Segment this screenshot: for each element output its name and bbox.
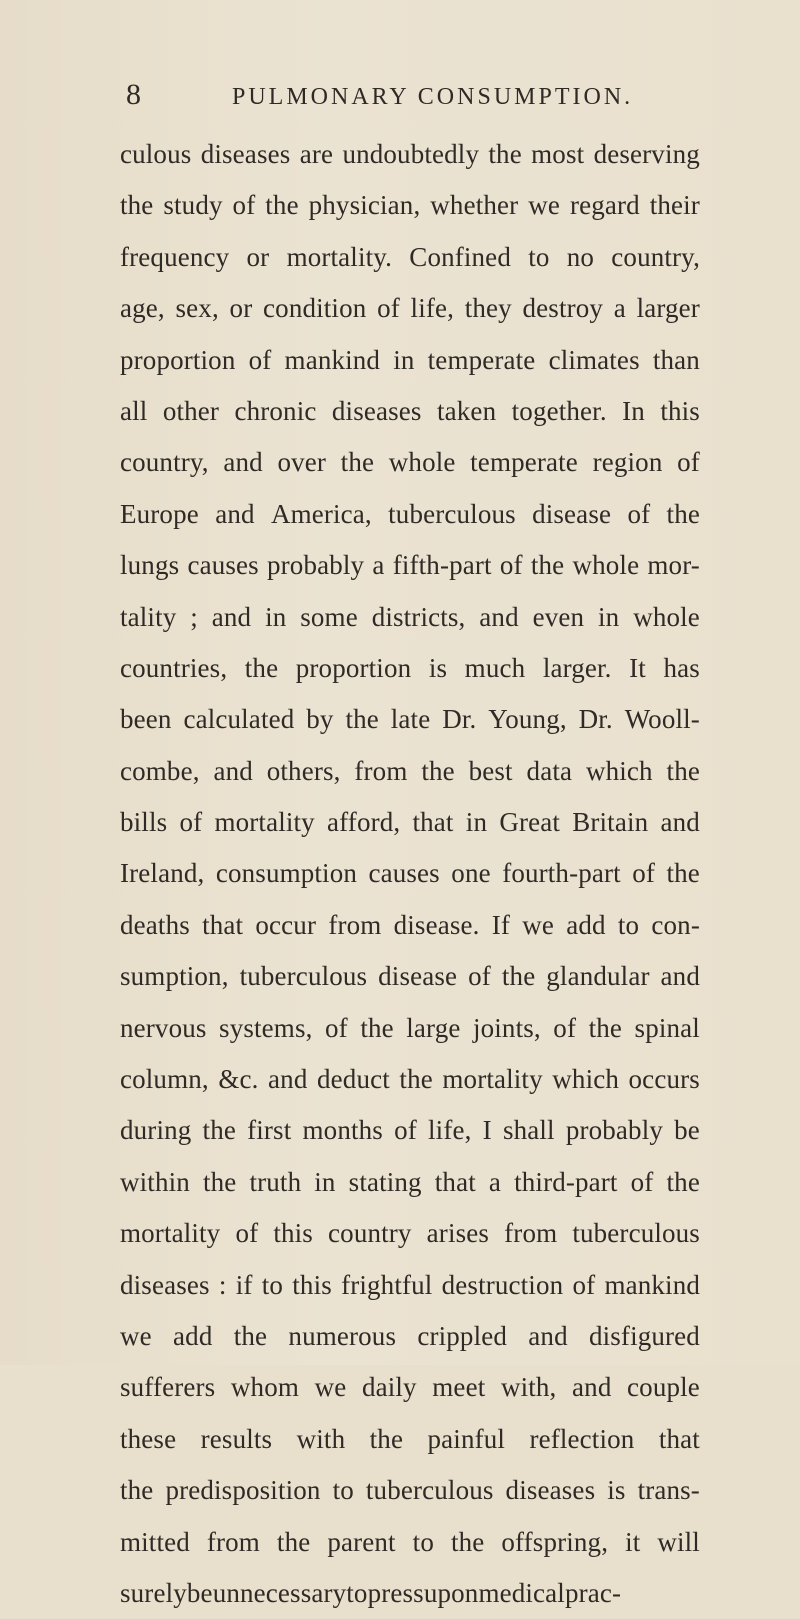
text-line: the predisposition to tuberculous diseases is trans- (120, 1475, 700, 1506)
text-line: all other chronic diseases taken together. In this (120, 395, 700, 426)
text-line: combe, and others, from the best data which the (120, 755, 700, 786)
text-line: lungs causes probably a fifth-part of the whole mor- (120, 550, 700, 581)
running-title: PULMONARY CONSUMPTION. (232, 84, 634, 110)
running-head (0, 78, 800, 118)
text-line: bills of mortality afford, that in Great Britain and (120, 807, 700, 838)
text-line: surely be unnecessary to press upon medical prac- (120, 1577, 622, 1608)
text-line: diseases : if to this frightful destruction of mankind (120, 1269, 700, 1300)
text-line: mitted from the parent to the offspring, it will (120, 1526, 700, 1557)
text-line: frequency or mortality. Confined to no country, (120, 241, 700, 272)
text-line: within the truth in stating that a third-part of the (120, 1166, 700, 1197)
text-line: Europe and America, tuberculous disease of the (120, 498, 700, 529)
text-line: column, &c. and deduct the mortality which occurs (120, 1064, 700, 1095)
text-line: sumption, tuberculous disease of the glandular and (120, 961, 700, 992)
text-line: these results with the painful reflection that (120, 1423, 700, 1454)
text-line: age, sex, or condition of life, they destroy a larger (120, 293, 700, 324)
body-text (120, 129, 700, 1619)
text-line: deaths that occur from disease. If we add to con- (120, 909, 700, 940)
text-line: we add the numerous crippled and disfigured (120, 1320, 700, 1351)
text-line: countries, the proportion is much larger. It has (120, 652, 700, 683)
text-line: tality ; and in some districts, and even in whole (120, 601, 700, 632)
page-number: 8 (126, 78, 141, 111)
text-line: mortality of this country arises from tuberculous (120, 1218, 700, 1249)
text-line: nervous systems, of the large joints, of the spinal (120, 1012, 700, 1043)
text-line: country, and over the whole temperate region of (120, 447, 700, 478)
text-line: been calculated by the late Dr. Young, Dr. Wooll- (120, 704, 700, 735)
text-line: the study of the physician, whether we regard their (120, 190, 700, 221)
text-line: Ireland, consumption causes one fourth-part of the (120, 858, 700, 889)
text-line: during the first months of life, I shall probably be (120, 1115, 700, 1146)
text-line: culous diseases are undoubtedly the most deserving (120, 139, 700, 169)
text-line: sufferers whom we daily meet with, and couple (120, 1372, 700, 1403)
text-line: proportion of mankind in temperate climates than (120, 344, 700, 375)
